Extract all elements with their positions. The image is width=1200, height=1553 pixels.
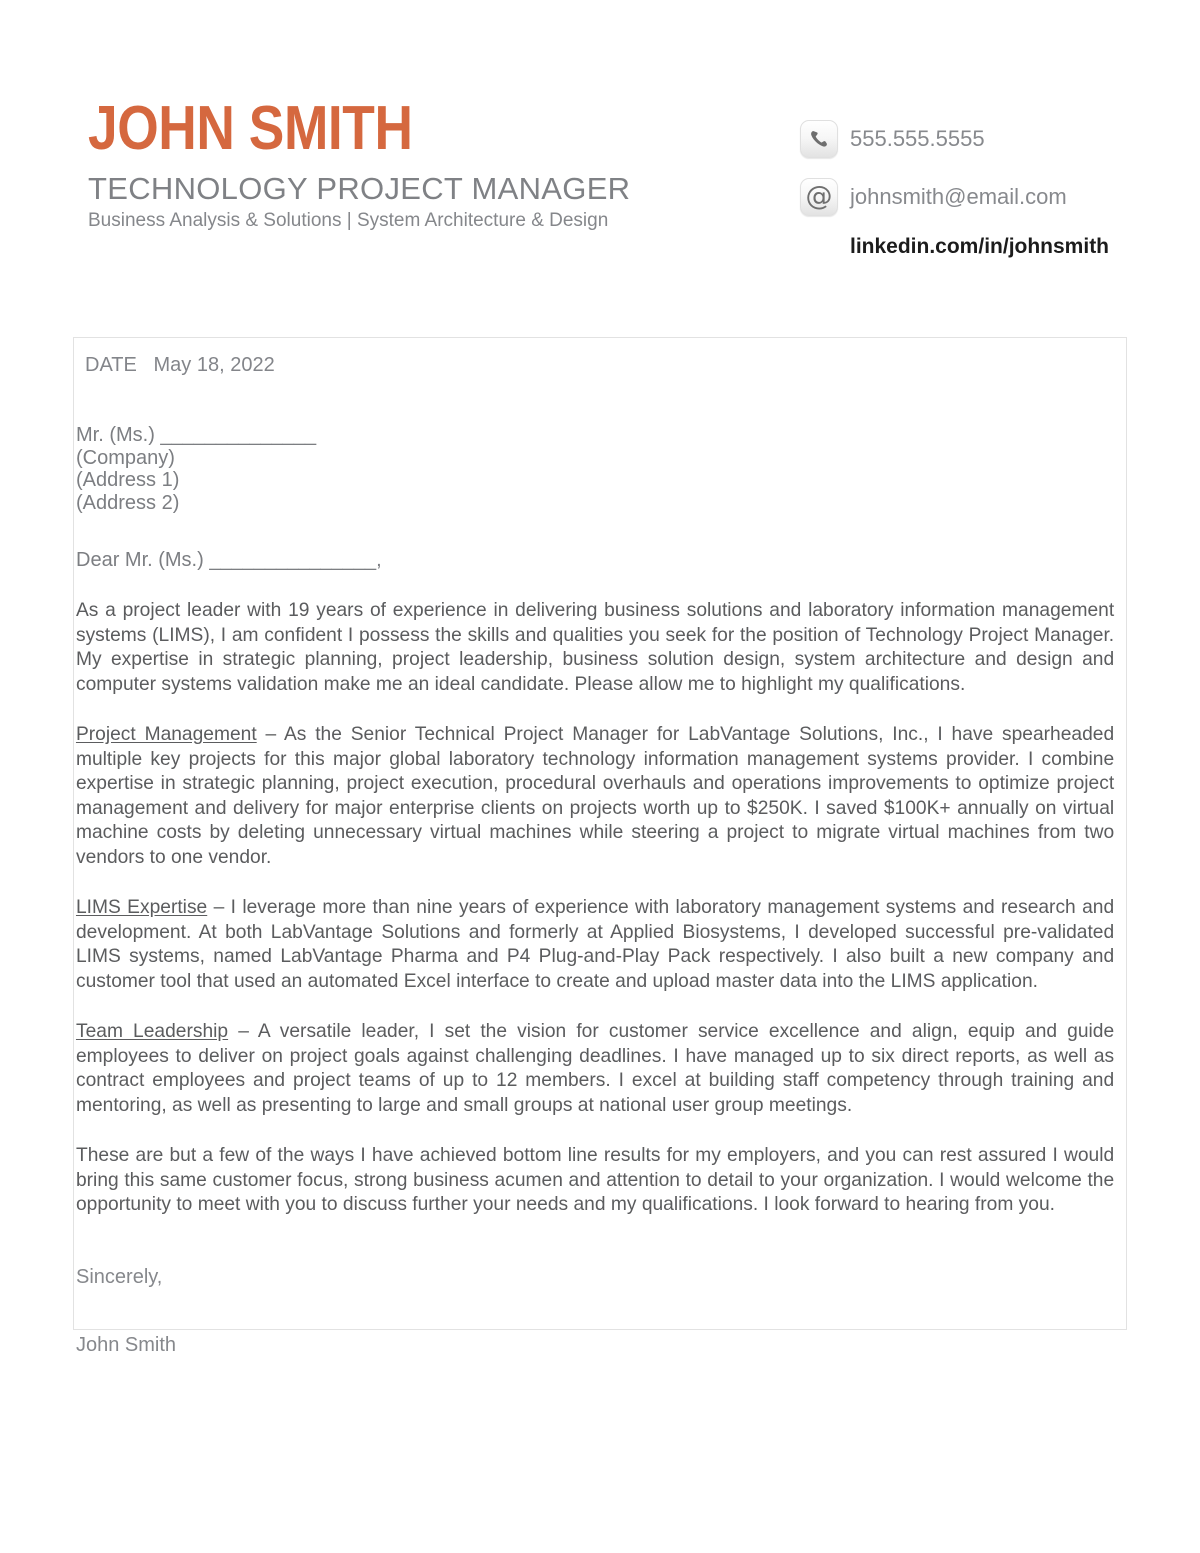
date-line: DATE May 18, 2022 (85, 354, 275, 376)
email-address: johnsmith@email.com (850, 184, 1067, 209)
recipient-name-line: Mr. (Ms.) ______________ (76, 424, 317, 446)
paragraph-project-management (74, 722, 1114, 869)
paragraph-lims-expertise-text: – I leverage more than nine years of experience with laboratory management systems and research and development. At both LabVantage Solutions and formerly at Applied Biosystems, I developed successful pre-validated LIMS systems, named LabVantage Pharma and P4 Plug-and-Play Pack respectively. I also built a new company and customer tool that used an automated Excel interface to create and upload master data into the LIMS application. (75, 896, 1115, 992)
letter-body-box (73, 337, 1127, 1356)
linkedin-url[interactable]: linkedin.com/in/johnsmith (850, 235, 1110, 258)
closing-line: Sincerely, (76, 1265, 163, 1288)
paragraph-project-management-text: – As the Senior Technical Project Manager for LabVantage Solutions, Inc., I have spearheaded multiple key projects for this major global laboratory technology information management systems provider. I combine expertise in strategic planning, project execution, procedural overhauls and operations improvements to optimize project management and delivery for major enterprise clients on projects worth up to $250K. I saved $100K+ annually on virtual machine costs by deleting unnecessary virtual machines while steering a project to migrate virtual machines from two vendors to one vendor. (75, 723, 1115, 868)
lead-in-project-management: Project Management (75, 723, 257, 745)
paragraph-lims-expertise (74, 895, 1114, 993)
contact-row-phone (800, 116, 1130, 162)
tagline: Business Analysis & Solutions | System Architecture & Design (88, 210, 609, 231)
recipient-address1-line: (Address 1) (76, 469, 180, 491)
recipient-company-line: (Company) (76, 446, 175, 469)
job-title: TECHNOLOGY PROJECT MANAGER (88, 171, 631, 206)
paragraph-intro: As a project leader with 19 years of experience in delivering business solutions and laboratory information management systems (LIMS), I am confident I possess the skills and qualities you seek for the position of Technology Project Manager. My expertise in strategic planning, project leadership, business solution design, system architecture and design and computer systems validation make me an ideal candidate. Please allow me to highlight my qualifications. (75, 599, 1115, 695)
signature-name: John Smith (76, 1333, 177, 1356)
contact-block (800, 116, 1130, 282)
document-header (0, 0, 1200, 300)
at-icon (800, 178, 838, 216)
recipient-address2-line: (Address 2) (76, 491, 180, 514)
lead-in-team-leadership: Team Leadership (75, 1020, 229, 1042)
contact-row-email (800, 174, 1130, 220)
letter-content (74, 338, 1130, 1357)
recipient-address-block (74, 424, 1130, 514)
salutation: Dear Mr. (Ms.) _______________, (76, 549, 382, 571)
phone-number: 555.555.5555 (850, 126, 985, 151)
paragraph-team-leadership (74, 1019, 1114, 1117)
contact-row-linkedin (800, 224, 1130, 270)
identity-block (88, 94, 728, 233)
lead-in-lims-expertise: LIMS Expertise (75, 896, 208, 918)
page-title: JOHN SMITH (88, 94, 413, 163)
paragraph-team-leadership-text: – A versatile leader, I set the vision for customer service excellence and align, equip and guide employees to deliver on project goals against challenging deadlines. I have managed up to six direct reports, as well as contract employees and project teams of up to 12 members. I excel at building staff competency through training and mentoring, as well as presenting to large and small groups at national user group meetings. (75, 1020, 1115, 1116)
paragraph-conclusion: These are but a few of the ways I have achieved bottom line results for my employers, and you can rest assured I would bring this same customer focus, strong business acumen and attention to detail to your organization. I would welcome the opportunity to meet with you to discuss further your needs and my qualifications. I look forward to hearing from you. (75, 1144, 1115, 1215)
at-glyph: @ (805, 180, 833, 212)
phone-icon (800, 120, 838, 158)
